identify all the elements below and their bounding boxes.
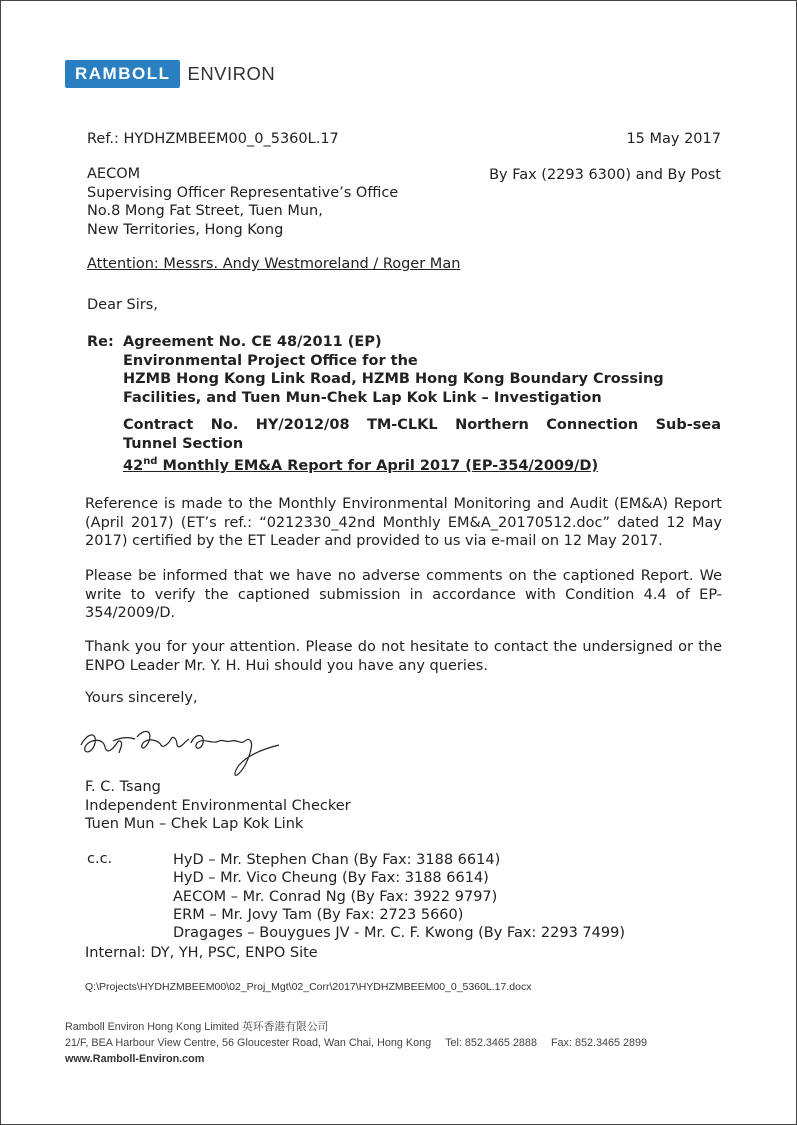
footer-fax: Fax: 852.3465 2899 <box>550 1037 648 1049</box>
attention-text: Attention: Messrs. Andy Westmoreland / Roger Man <box>87 256 461 272</box>
cc-item: AECOM – Mr. Conrad Ng (By Fax: 3922 9797) <box>173 888 498 905</box>
logo-brand-box: RAMBOLL <box>65 60 180 88</box>
recipient-line-1: Supervising Officer Representative’s Office <box>87 184 399 201</box>
report-ordinal-suffix: nd <box>143 456 158 467</box>
cc-item: HyD – Mr. Stephen Chan (By Fax: 3188 6614) <box>173 852 501 868</box>
recipient-line-3: New Territories, Hong Kong <box>87 221 284 238</box>
cc-list <box>173 851 625 942</box>
subject-line-2: Environmental Project Office for the <box>123 352 418 369</box>
reference-number: Ref.: HYDHZMBEEM00_0_5360L.17 <box>87 131 339 147</box>
signatory-block <box>85 778 351 834</box>
footer-address-line <box>65 1035 647 1051</box>
body-paragraph-1: Reference is made to the Monthly Environmental Monitoring and Audit (EM&A) Report (April 2017) (ET’s ref.: “0212330_42nd Monthly EM&A_20170512.doc” dated 12 May 2017) certified by the ET Leader and provided to us via e-mail on 12 May 2017. <box>85 496 722 549</box>
signatory-name: F. C. Tsang <box>85 779 161 795</box>
cc-item: Dragages – Bouygues JV - Mr. C. F. Kwong (By Fax: 2293 7499) <box>173 925 625 942</box>
closing: Yours sincerely, <box>85 690 198 706</box>
cc-label: c.c. <box>87 851 113 867</box>
logo-suffix: ENVIRON <box>187 63 276 84</box>
delivery-method: By Fax (2293 6300) and By Post <box>489 167 721 183</box>
recipient-company: AECOM <box>87 166 141 182</box>
body-paragraph-3: Thank you for your attention. Please do not hesitate to contact the undersigned or the ENPO Leader Mr. Y. H. Hui should you have any queries. <box>85 639 722 674</box>
footer-company: Ramboll Environ Hong Kong Limited 英环香港有限公司 <box>65 1021 329 1033</box>
letter-date: 15 May 2017 <box>626 131 721 147</box>
footer-address: 21/F, BEA Harbour View Centre, 56 Gloucester Road, Wan Chai, Hong Kong <box>65 1037 432 1049</box>
footer-website: www.Ramboll-Environ.com <box>65 1053 205 1065</box>
ramboll-environ-logo <box>65 59 275 89</box>
footer-tel: Tel: 852.3465 2888 <box>445 1037 537 1049</box>
report-title <box>123 453 721 475</box>
subject-line-4: Facilities, and Tuen Mun-Chek Lap Kok Link – Investigation <box>123 389 602 406</box>
attention-line <box>87 256 460 272</box>
recipient-line-2: No.8 Mong Fat Street, Tuen Mun, <box>87 203 323 219</box>
letterhead-footer <box>65 1019 647 1067</box>
body-paragraph-2: Please be informed that we have no adverse comments on the captioned Report. We write to verify the captioned submission in accordance with Condition 4.4 of EP-354/2009/D. <box>85 568 722 621</box>
contract-line-2: Tunnel Section <box>123 435 244 452</box>
file-path: Q:\Projects\HYDHZMBEEM00\02_Proj_Mgt\02_Corr\2017\HYDHZMBEEM00_0_5360L.17.docx <box>85 981 532 993</box>
handwritten-signature <box>73 719 293 781</box>
cc-item: ERM – Mr. Jovy Tam (By Fax: 2723 5660) <box>173 906 464 923</box>
report-title-rest: Monthly EM&A Report for April 2017 (EP-354/2009/D) <box>157 457 599 474</box>
internal-distribution: Internal: DY, YH, PSC, ENPO Site <box>85 945 318 961</box>
contract-line-1: Contract No. HY/2012/08 TM-CLKL Northern Connection Sub-sea <box>123 417 721 433</box>
report-number: 42 <box>123 457 144 474</box>
subject-line-3: HZMB Hong Kong Link Road, HZMB Hong Kong Boundary Crossing <box>123 371 664 387</box>
signatory-project: Tuen Mun – Chek Lap Kok Link <box>85 816 304 832</box>
cc-item: HyD – Mr. Vico Cheung (By Fax: 3188 6614) <box>173 870 489 887</box>
subject-line-1: Agreement No. CE 48/2011 (EP) <box>123 334 382 350</box>
subject-block <box>87 333 727 475</box>
signatory-title: Independent Environmental Checker <box>85 797 351 814</box>
recipient-address <box>87 165 398 239</box>
salutation: Dear Sirs, <box>87 297 158 313</box>
subject-label: Re: <box>87 334 114 350</box>
contract-block <box>123 416 721 475</box>
